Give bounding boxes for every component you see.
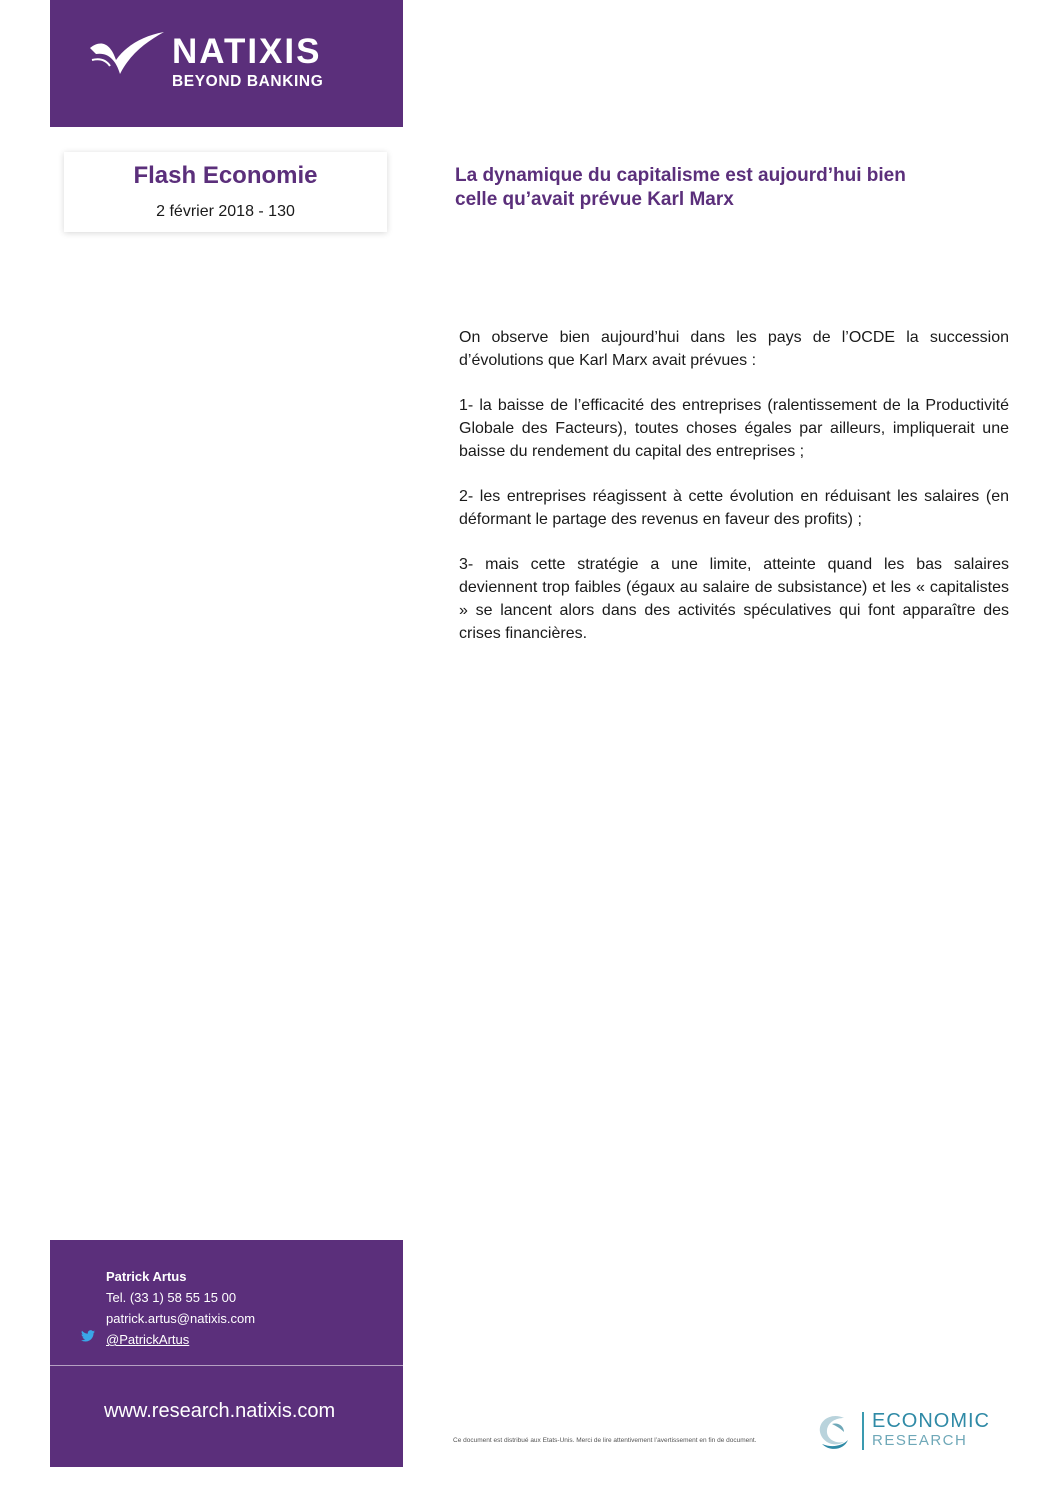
- contact-block: [106, 1266, 255, 1350]
- brand-name: NATIXIS: [172, 32, 322, 71]
- body-text: [459, 326, 1009, 667]
- document-headline: [455, 164, 1015, 212]
- flash-economie-box: [64, 152, 387, 232]
- body-paragraph-1: 1- la baisse de l’efficacité des entreprises (ralentissement de la Productivité Globale des Facteurs), toutes choses égales par ailleurs, impliquerait une baisse du rendement du capital des entreprises ;: [459, 397, 1009, 460]
- contact-email[interactable]: patrick.artus@natixis.com: [106, 1311, 256, 1326]
- contact-twitter-link[interactable]: @PatrickArtus: [106, 1332, 190, 1347]
- website-link[interactable]: www.research.natixis.com: [104, 1400, 336, 1422]
- economic-research-logo-line-1: ECONOMIC: [872, 1410, 990, 1432]
- brand-tagline: BEYOND BANKING: [172, 73, 324, 90]
- headline-line-1: La dynamique du capitalisme est aujourd’hui bien: [455, 165, 906, 186]
- contact-phone: Tel. (33 1) 58 55 15 00: [106, 1290, 237, 1305]
- flash-date: 2 février 2018 - 130: [156, 203, 295, 220]
- contact-divider: [50, 1365, 403, 1366]
- flash-title: Flash Economie: [133, 162, 318, 189]
- twitter-bird-icon: [81, 1330, 95, 1342]
- body-paragraph-2: 2- les entreprises réagissent à cette évolution en réduisant les salaires (en déformant le partage des revenus en faveur des profits) ;: [459, 488, 1009, 528]
- body-paragraph-3: 3- mais cette stratégie a une limite, atteinte quand les bas salaires deviennent trop faibles (égaux au salaire de subsistance) et les « capitalistes » se lancent alors dans des activités spéculatives qui font apparaître des crises financières.: [459, 556, 1009, 642]
- headline-line-2: celle qu’avait prévue Karl Marx: [455, 189, 734, 210]
- contact-name: Patrick Artus: [106, 1269, 187, 1284]
- economic-research-divider: [862, 1412, 864, 1450]
- economic-research-swirl-icon: [814, 1410, 852, 1452]
- economic-research-logo-line-2: RESEARCH: [872, 1432, 968, 1449]
- natixis-logo-mark-icon: [86, 30, 168, 78]
- body-paragraph-intro: On observe bien aujourd’hui dans les pays de l’OCDE la succession d’évolutions que Karl Marx avait prévues :: [459, 329, 1009, 369]
- brand-banner: [50, 0, 403, 127]
- contact-panel: [50, 1240, 403, 1467]
- disclaimer: Ce document est distribué aux Etats-Unis. Merci de lire attentivement l’avertissement en fin de document.: [453, 1437, 757, 1444]
